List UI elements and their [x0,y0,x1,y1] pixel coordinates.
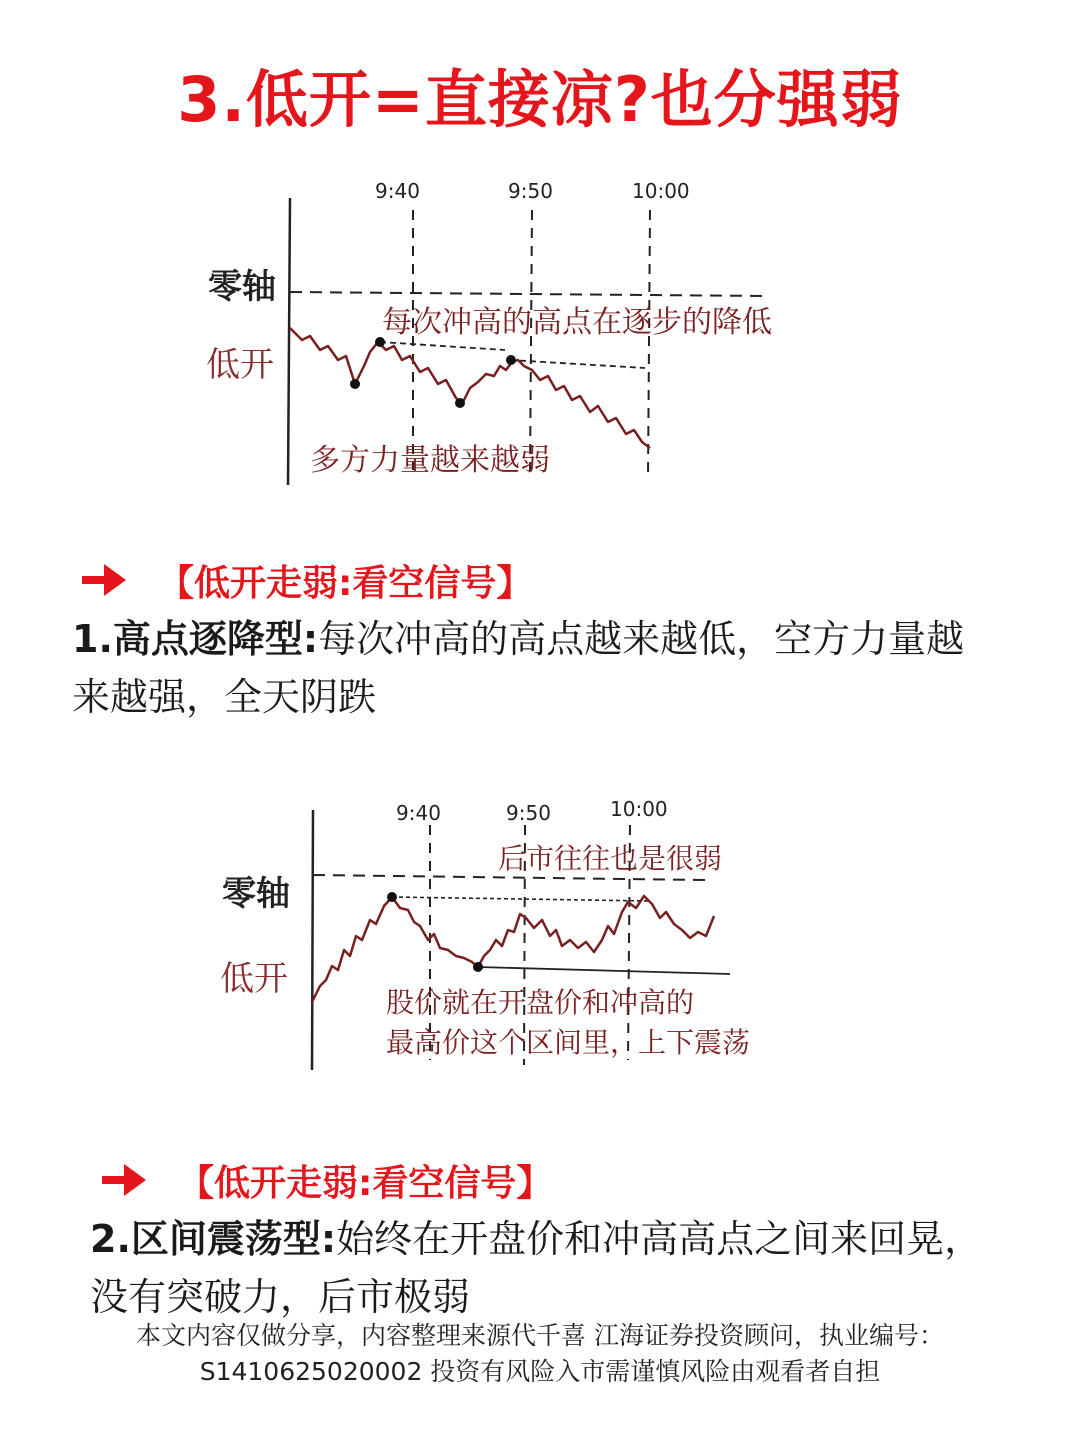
section2-text-line2: 没有突破力，后市极弱 [90,1275,471,1319]
disclaimer-footer [0,1318,1080,1390]
vertical-axis [312,810,313,1070]
section2-heading: 2.区间震荡型: [90,1217,337,1261]
low-connector [478,967,730,974]
section1-tag: 【低开走弱:看空信号】 [158,562,533,604]
section2-text-line1: 始终在开盘价和冲高高点之间来回晃， [336,1217,983,1261]
annotation-bottom-line2: 最高价这个区间里，上下震荡 [386,1026,751,1059]
annotation-top: 每次冲高的高点在逐步的降低 [382,305,772,340]
low-point [473,962,483,972]
arrow-right-icon [80,560,128,600]
arrow-right-icon [100,1160,148,1200]
time-label-950: 9:50 [506,801,551,825]
price-line [290,328,650,448]
section1-tag-row [80,555,532,605]
diagram-high-points-lowering [180,170,880,500]
section1-text-line2: 来越强，全天阴跌 [72,675,377,719]
zero-axis-label: 零轴 [208,267,276,307]
footer-line1: 本文内容仅做分享，内容整理来源代千喜 江海证券投资顾问，执业编号： [136,1321,944,1350]
time-label-940: 9:40 [396,801,441,825]
high-connector-2 [510,360,645,368]
section1-heading: 1.高点逐降型: [72,617,319,661]
section1-text-line1: 每次冲高的高点越来越低，空方力量越 [318,617,965,661]
high-point [387,892,397,902]
zero-axis-line [313,875,705,880]
time-label-940: 9:40 [375,179,420,203]
high-connector-1 [380,342,505,350]
low-point-2 [455,398,465,408]
low-open-label: 低开 [220,959,288,999]
low-open-label: 低开 [206,345,274,385]
zero-axis-line [290,292,765,296]
time-label-1000: 10:00 [632,179,690,203]
zero-axis-label: 零轴 [222,874,290,914]
footer-line2: S1410625020002 投资有风险入市需谨慎风险由观看者自担 [199,1357,881,1386]
section2-tag: 【低开走弱:看空信号】 [178,1162,553,1204]
annotation-top: 后市往往也是很弱 [498,842,723,875]
diagram-range-oscillation [200,790,760,1080]
section2-paragraph [90,1210,1040,1326]
section2-tag-row [100,1155,552,1205]
annotation-bottom: 多方力量越来越弱 [310,443,550,478]
annotation-bottom-line1: 股价就在开盘价和冲高的 [386,986,695,1019]
page-title: 3.低开=直接凉?也分强弱 [177,63,903,136]
section1-paragraph [72,610,1032,726]
vertical-axis [288,198,290,485]
time-line-1000 [648,210,650,478]
time-label-950: 9:50 [508,179,553,203]
time-label-1000: 10:00 [610,797,668,821]
low-point-1 [350,379,360,389]
high-point-2 [506,355,516,365]
time-line-950 [530,210,532,475]
